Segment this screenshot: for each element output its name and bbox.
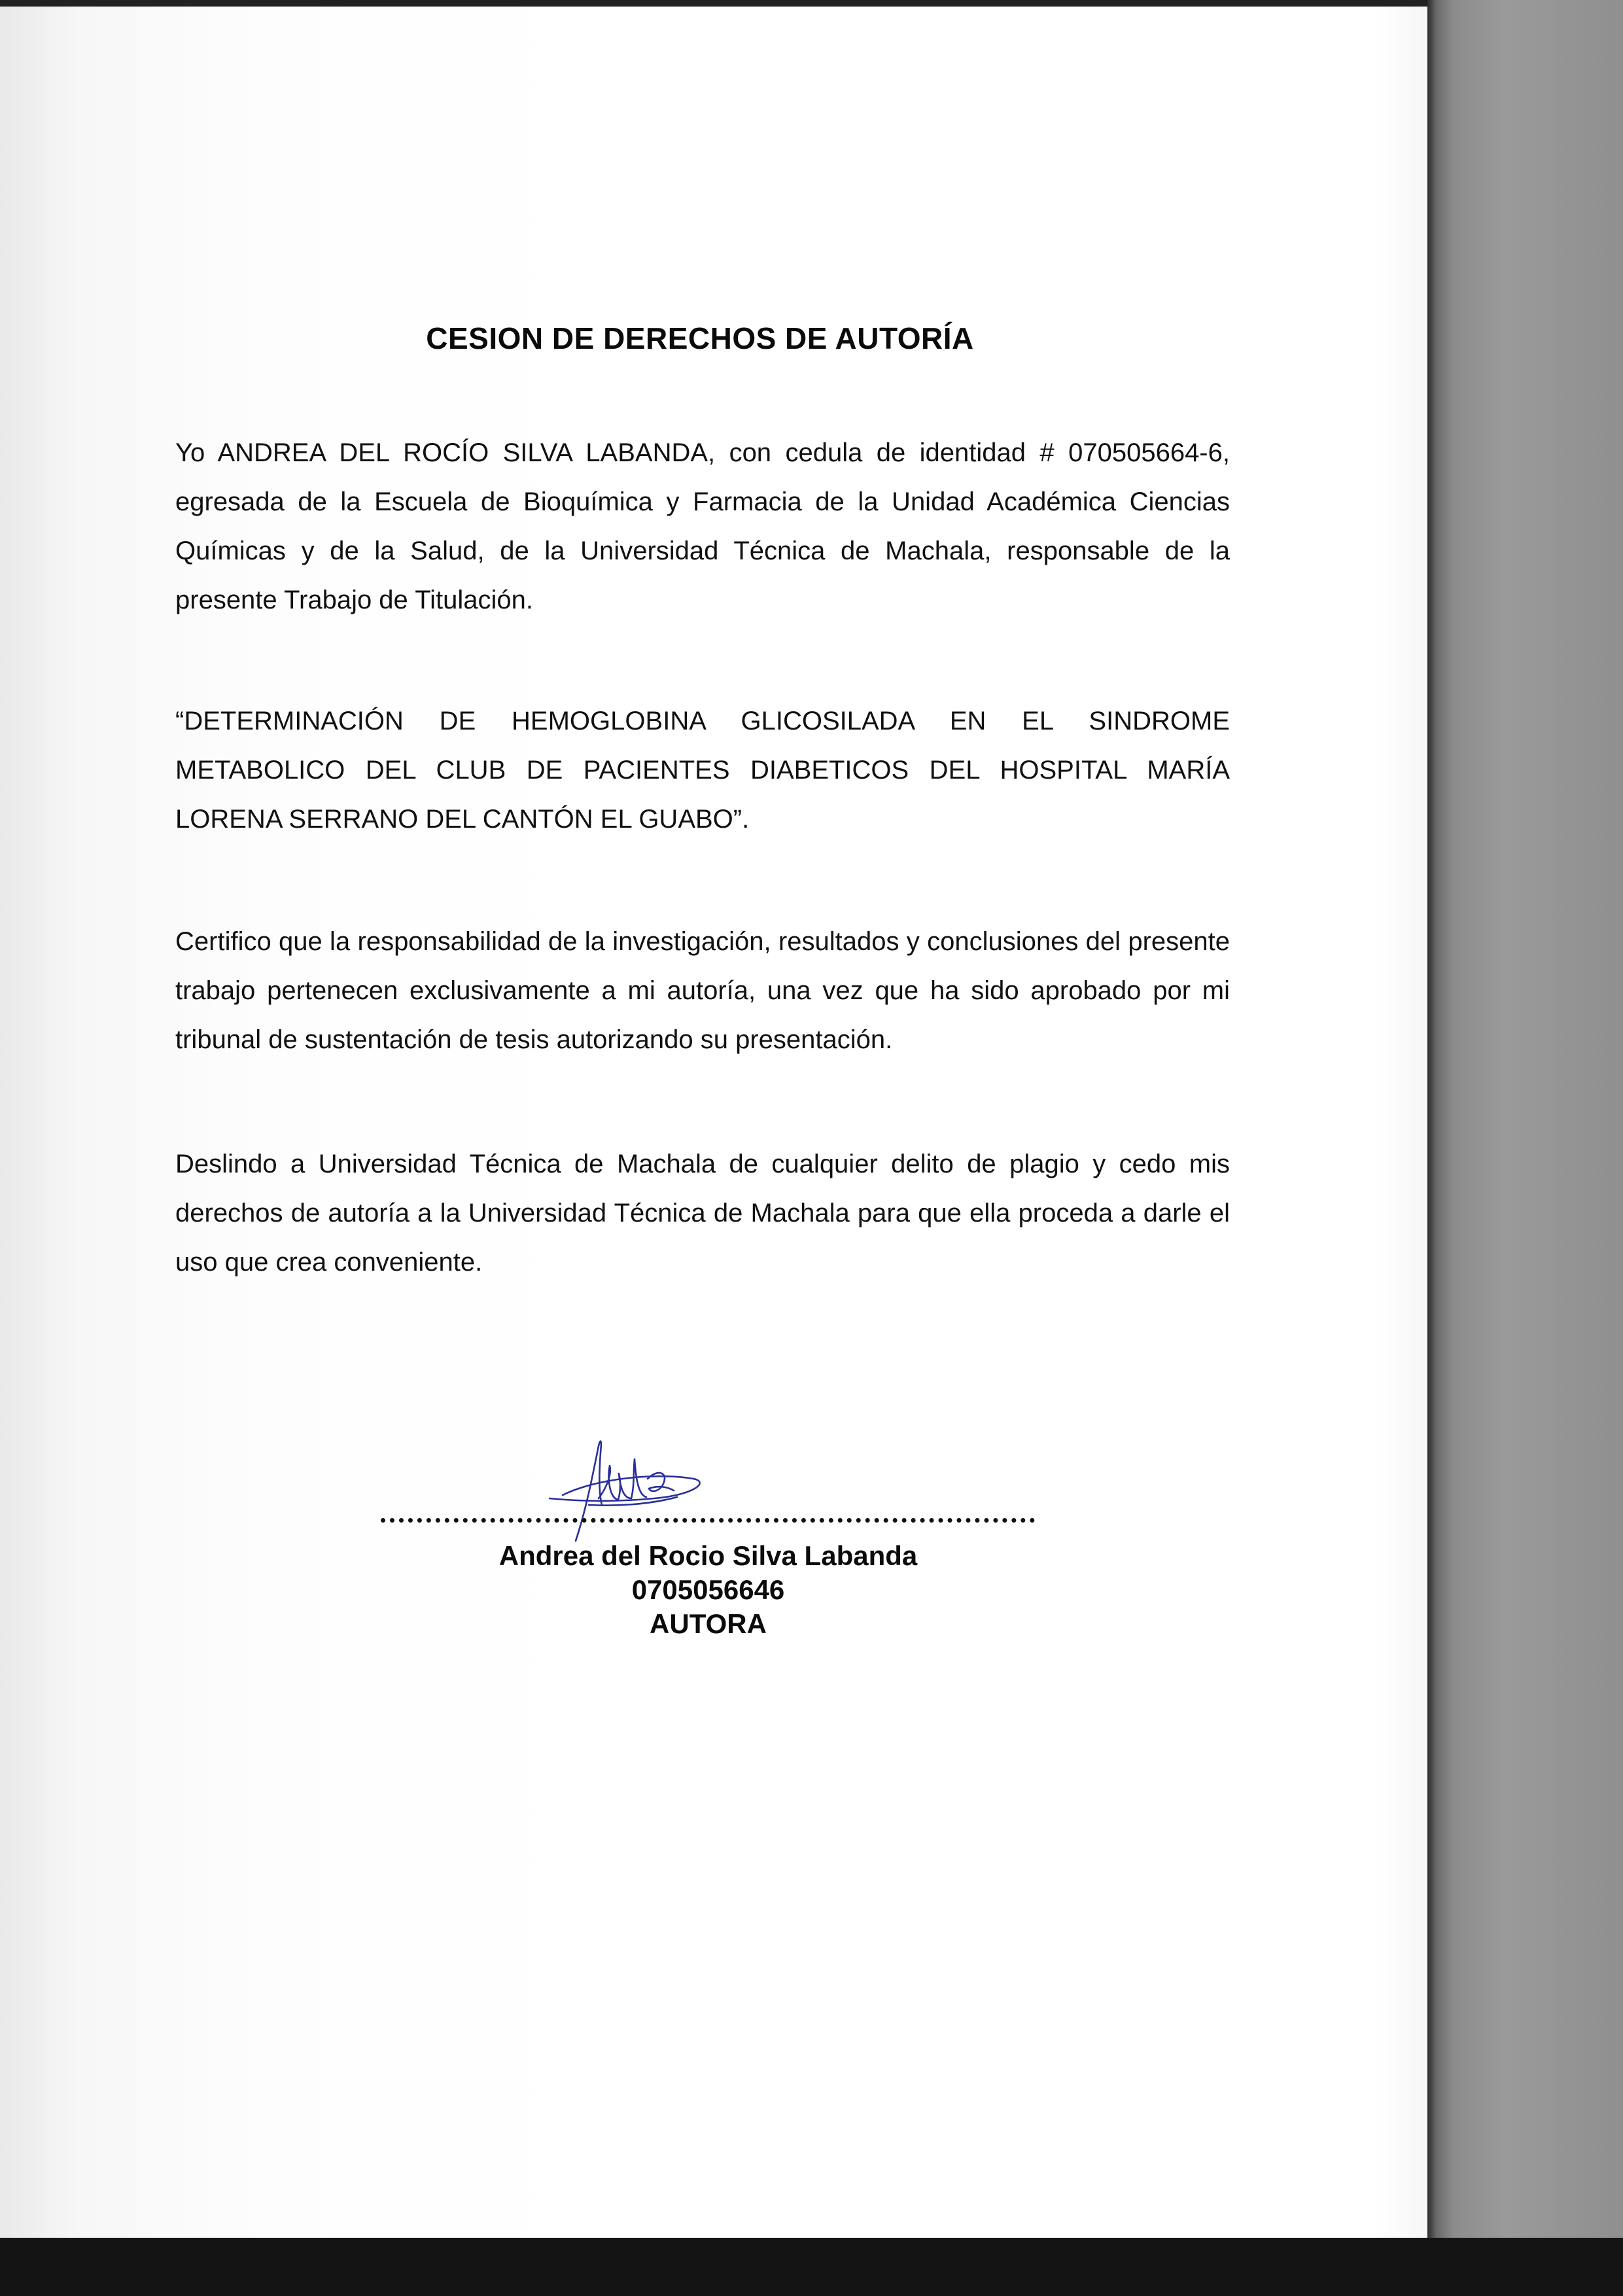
paragraph-rights-transfer: Deslindo a Universidad Técnica de Machala de cualquier delito de plagio y cedo mis derechos de autoría a la Universidad Técnica de Machala para que ella proceda a darle el uso que crea conveniente. — [175, 1150, 1230, 1277]
paragraph-certification: Certifico que la responsabilidad de la investigación, resultados y conclusiones del presente trabajo pertenecen exclusivamente a mi autoría, una vez que ha sido aprobado por mi tribunal de sustentación de tesis autorizando su presentación. — [175, 927, 1230, 1054]
scan-background-sheet — [1427, 0, 1623, 2251]
document-title: CESION DE DERECHOS DE AUTORÍA — [426, 321, 974, 355]
document-page — [0, 7, 1427, 2244]
author-name: Andrea del Rocio Silva Labanda — [498, 1540, 918, 1571]
author-id-number: 0705056646 — [631, 1574, 785, 1605]
handwritten-signature — [536, 1433, 707, 1544]
scan-bottom-edge — [0, 2238, 1623, 2296]
paragraph-thesis-title: “DETERMINACIÓN DE HEMOGLOBINA GLICOSILADA EN EL SINDROME METABOLICO DEL CLUB DE PACIENTES DIABETICOS DEL HOSPITAL MARÍA LORENA SERRANO DEL CANTÓN EL GUABO”. — [175, 707, 1230, 834]
paragraph-declaration: Yo ANDREA DEL ROCÍO SILVA LABANDA, con cedula de identidad # 070505664-6, egresada de la Escuela de Bioquímica y Farmacia de la Unidad Académica Ciencias Químicas y de la Salud, de la Universidad Técnica de Machala, responsable de la presente Trabajo de Titulación. — [175, 438, 1230, 614]
signature-dotted-line — [381, 1518, 1035, 1523]
author-role: AUTORA — [650, 1608, 767, 1639]
